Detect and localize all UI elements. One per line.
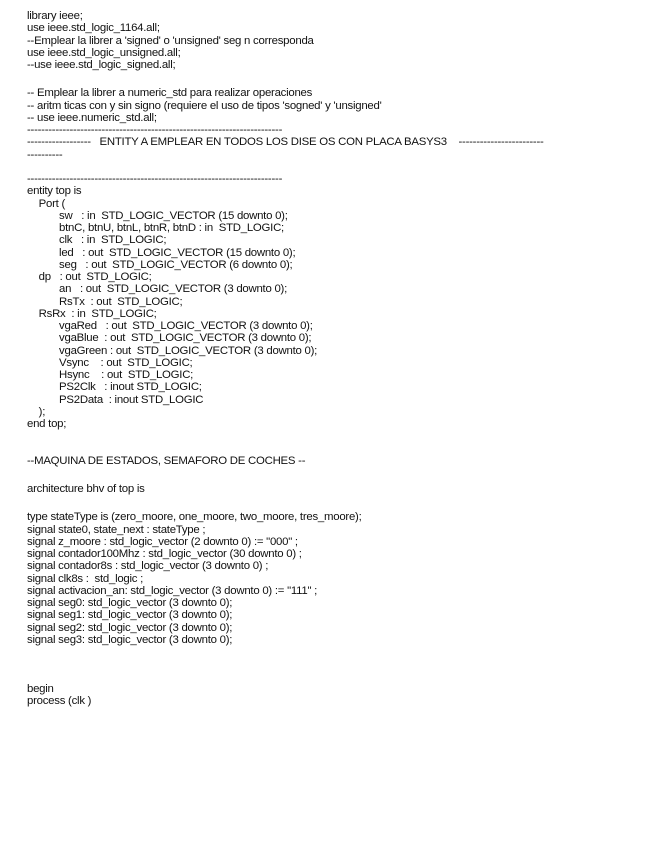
code-line: type stateType is (zero_moore, one_moore, two_moore, tres_moore); bbox=[27, 511, 362, 524]
code-line: an : out STD_LOGIC_VECTOR (3 downto 0); bbox=[27, 283, 288, 296]
code-line: vgaRed : out STD_LOGIC_VECTOR (3 downto 0); bbox=[27, 320, 313, 332]
code-line: vgaGreen : out STD_LOGIC_VECTOR (3 downto 0); bbox=[27, 344, 318, 357]
code-line: btnC, btnU, btnL, btnR, btnD : in STD_LOGIC; bbox=[27, 222, 284, 234]
code-document bbox=[27, 10, 642, 707]
code-line: PS2Data : inout STD_LOGIC bbox=[27, 393, 204, 406]
blank-line bbox=[27, 430, 642, 442]
blank-line bbox=[27, 443, 642, 455]
blank-line bbox=[27, 161, 642, 173]
blank-line bbox=[27, 646, 642, 658]
code-line: Port ( bbox=[27, 197, 66, 210]
code-line: entity top is bbox=[27, 185, 82, 198]
separator-line: ---------- bbox=[27, 148, 63, 161]
code-line: signal z_moore : std_logic_vector (2 downto 0) := "000" ; bbox=[27, 535, 298, 548]
code-line: --MAQUINA DE ESTADOS, SEMAFORO DE COCHES -- bbox=[27, 454, 306, 467]
code-line: use ieee.std_logic_unsigned.all; bbox=[27, 46, 181, 59]
code-line: signal seg3: std_logic_vector (3 downto 0); bbox=[27, 633, 233, 646]
code-line: vgaBlue : out STD_LOGIC_VECTOR (3 downto 0); bbox=[27, 332, 312, 345]
code-line: clk : in STD_LOGIC; bbox=[27, 234, 167, 247]
section-header: ------------------ ENTITY A EMPLEAR EN TODOS LOS DISE OS CON PLACA BASYS3 ------------------------ bbox=[27, 136, 544, 149]
code-line: signal seg1: std_logic_vector (3 downto 0); bbox=[27, 609, 233, 622]
code-line: RsRx : in STD_LOGIC; bbox=[27, 307, 157, 320]
separator-line: ------------------------------------------------------------------------ bbox=[27, 124, 283, 136]
code-line: begin bbox=[27, 682, 54, 695]
code-line: -- use ieee.numeric_std.all; bbox=[27, 111, 157, 124]
code-line: -- aritm ticas con y sin signo (requiere el uso de tipos 'sogned' y 'unsigned' bbox=[27, 99, 382, 112]
code-line: dp : out STD_LOGIC; bbox=[27, 271, 152, 283]
code-line: use ieee.std_logic_1164.all; bbox=[27, 22, 160, 35]
code-line: Hsync : out STD_LOGIC; bbox=[27, 369, 194, 381]
code-line: signal seg0: std_logic_vector (3 downto 0); bbox=[27, 597, 233, 609]
code-line: sw : in STD_LOGIC_VECTOR (15 downto 0); bbox=[27, 209, 288, 222]
code-line: signal contador8s : std_logic_vector (3 downto 0) ; bbox=[27, 560, 269, 573]
code-line: signal contador100Mhz : std_logic_vector (30 downto 0) ; bbox=[27, 548, 302, 560]
blank-line bbox=[27, 671, 642, 683]
blank-line bbox=[27, 658, 642, 670]
code-line: end top; bbox=[27, 418, 67, 430]
code-line: --Emplear la librer a 'signed' o 'unsigned' seg n corresponda bbox=[27, 34, 314, 47]
code-line: --use ieee.std_logic_signed.all; bbox=[27, 59, 176, 71]
code-line: process (clk ) bbox=[27, 695, 92, 707]
code-line: ); bbox=[27, 405, 46, 418]
code-line: library ieee; bbox=[27, 10, 83, 22]
blank-line bbox=[27, 495, 642, 511]
blank-line bbox=[27, 71, 642, 87]
code-line: signal seg2: std_logic_vector (3 downto 0); bbox=[27, 621, 233, 634]
code-line: signal activacion_an: std_logic_vector (3 downto 0) := "111" ; bbox=[27, 584, 318, 597]
code-line: seg : out STD_LOGIC_VECTOR (6 downto 0); bbox=[27, 258, 293, 271]
code-line: -- Emplear la librer a numeric_std para realizar operaciones bbox=[27, 87, 313, 100]
code-line: led : out STD_LOGIC_VECTOR (15 downto 0); bbox=[27, 246, 296, 259]
code-line: signal state0, state_next : stateType ; bbox=[27, 523, 206, 536]
code-line: PS2Clk : inout STD_LOGIC; bbox=[27, 381, 202, 394]
code-line: Vsync : out STD_LOGIC; bbox=[27, 356, 193, 369]
blank-line bbox=[27, 467, 642, 483]
separator-line: ------------------------------------------------------------------------ bbox=[27, 173, 283, 185]
code-line: architecture bhv of top is bbox=[27, 483, 145, 495]
code-line: RsTx : out STD_LOGIC; bbox=[27, 295, 183, 308]
code-line: signal clk8s : std_logic ; bbox=[27, 572, 144, 585]
